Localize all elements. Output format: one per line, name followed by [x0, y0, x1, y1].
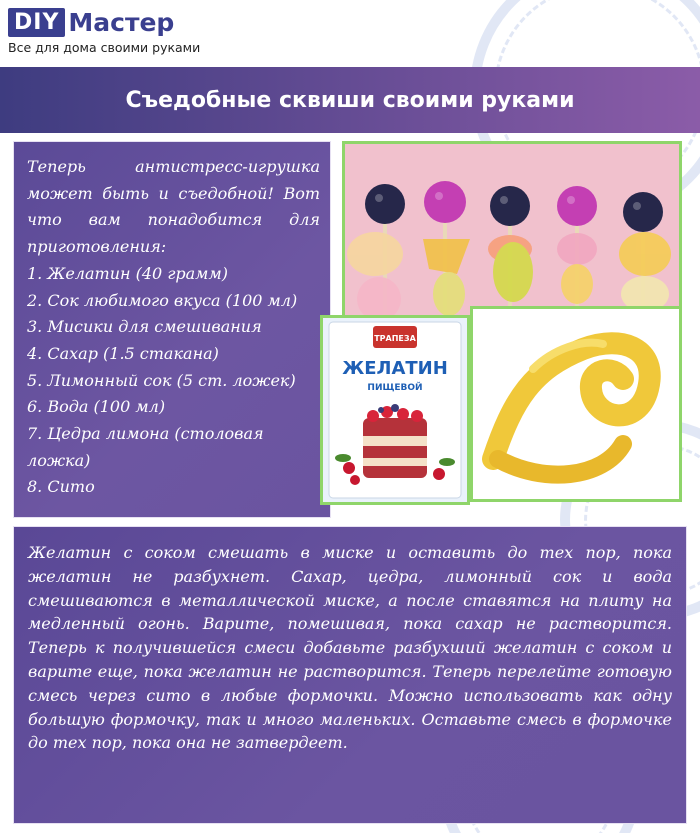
- ingredient-item: 3. Мисики для смешивания: [27, 317, 262, 337]
- lemon-peel-photo: [470, 306, 682, 502]
- ingredient-item: 8. Сито: [27, 477, 95, 497]
- instructions-text: Желатин с соком смешать в миске и оставить до тех пор, пока желатин не разбухнет. Сахар, цедра, лимонный сок и вода смешиваются в металлической миске, а после ставятся на плиту на медленный огонь. Варите, помешивая, пока сахар не растворится. Теперь к получившейся смеси добавьте разбухший желатин с соком и варите еще, пока желатин не растворится. Теперь перелейте готовую смесь через сито в любые формочки. Можно использовать как одну большую формочку, так и много маленьких. Оставьте смесь в формочке до тех пор, пока она не затвердеет.: [28, 543, 672, 753]
- ingredients-intro: Теперь антистресс-игрушка может быть и съедобной! Вот что вам понадобится для приготовления:: [27, 157, 320, 257]
- logo-badge: DIY: [8, 8, 65, 37]
- gelatin-package-photo: [320, 315, 470, 505]
- logo-name: Мастер: [68, 8, 175, 37]
- ingredient-item: 2. Сок любимого вкуса (100 мл): [27, 290, 298, 310]
- ingredients-list: [27, 261, 320, 501]
- instructions-panel: [13, 526, 687, 824]
- ingredient-item: 7. Цедра лимона (столовая ложка): [27, 424, 264, 470]
- ingredient-item: 1. Желатин (40 грамм): [27, 263, 228, 283]
- gelatin-subtitle: ПИЩЕВОЙ: [367, 383, 423, 393]
- page-title: Съедобные сквиши своими руками: [125, 87, 575, 113]
- ingredients-panel: [13, 141, 331, 518]
- gelatin-product: ЖЕЛАТИН: [342, 358, 448, 379]
- ingredient-item: 6. Вода (100 мл): [27, 397, 166, 417]
- gelatin-brand: ТРАПЕЗА: [374, 334, 416, 343]
- title-banner: [0, 67, 700, 133]
- ingredient-item: 4. Сахар (1.5 стакана): [27, 343, 219, 363]
- logo-tagline: Все для дома своими руками: [8, 40, 201, 55]
- site-logo[interactable]: [8, 8, 200, 55]
- ingredient-item: 5. Лимонный сок (5 ст. ложек): [27, 370, 296, 390]
